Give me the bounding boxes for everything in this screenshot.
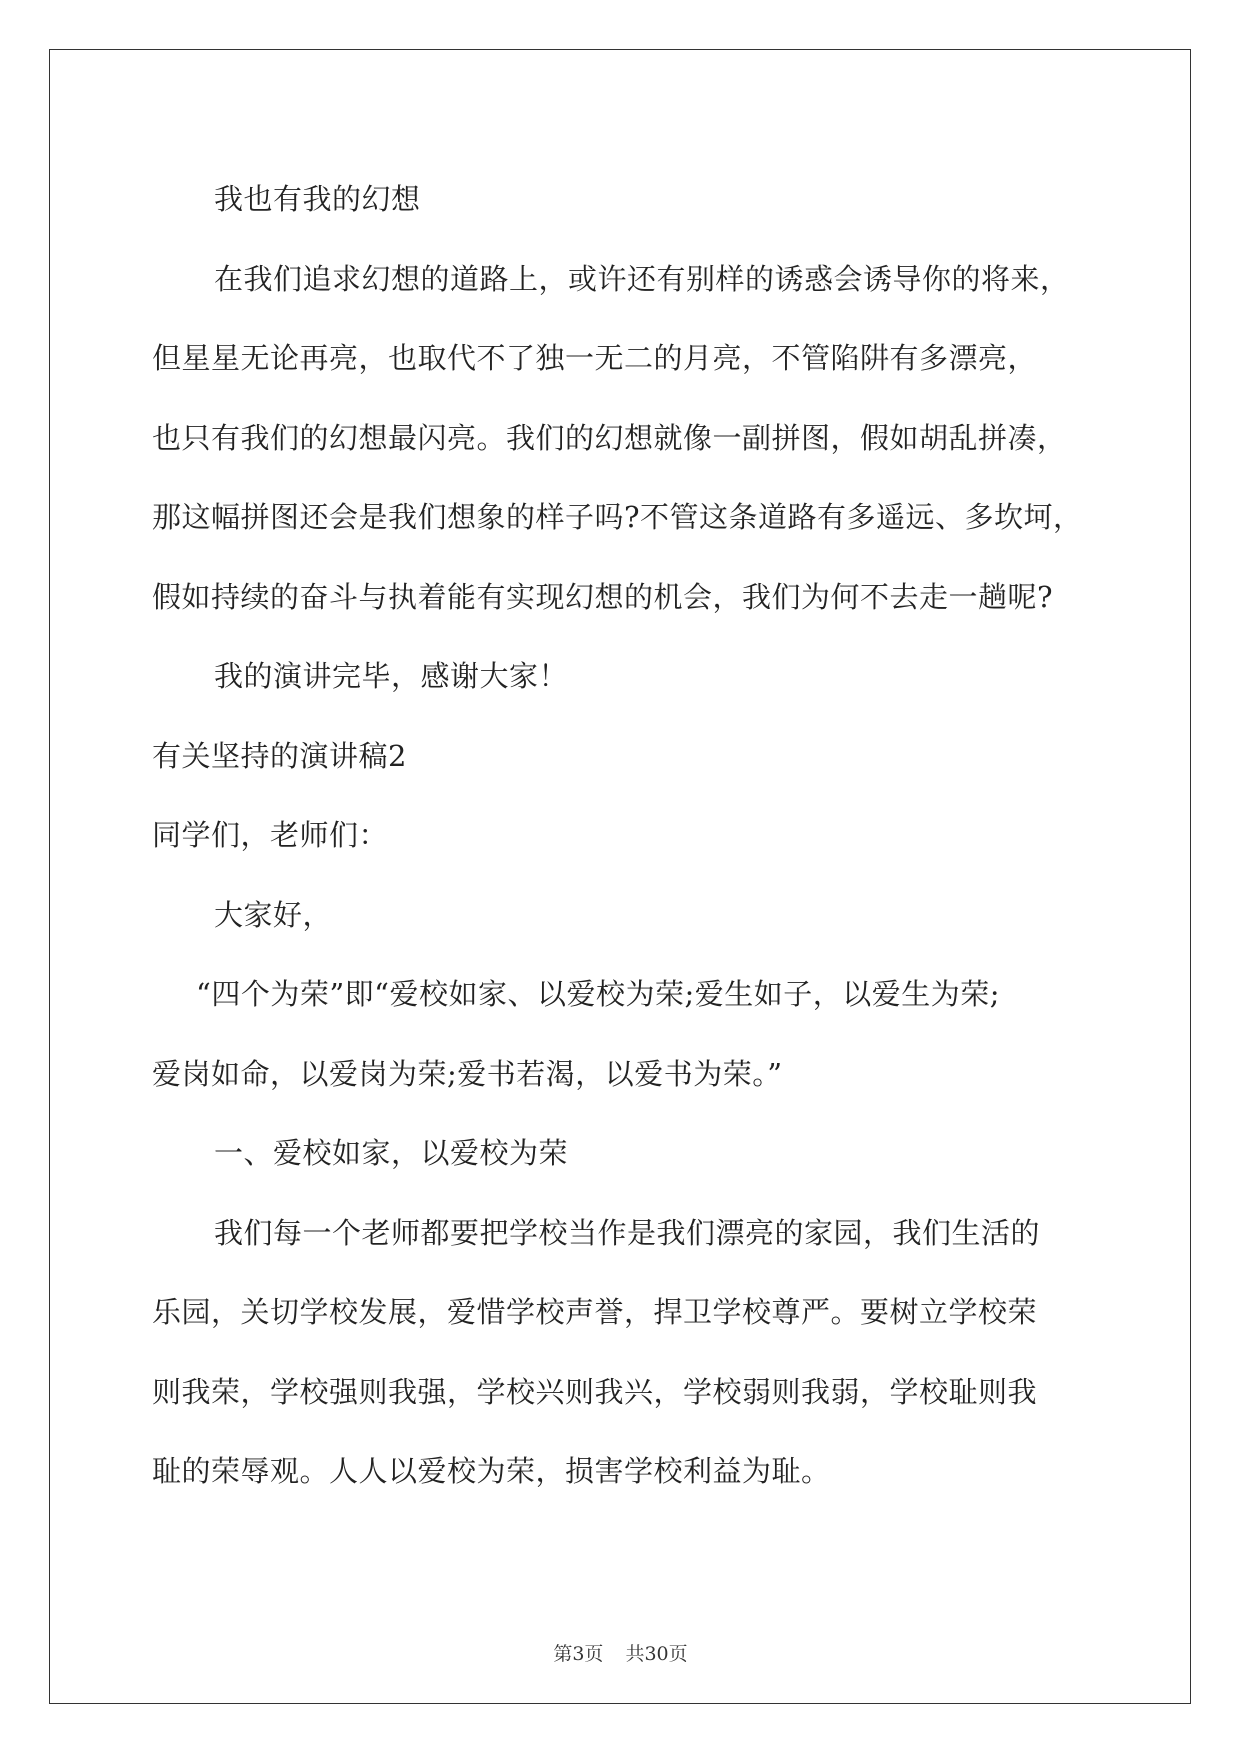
paragraph-line: 爱岗如命，以爱岗为荣;爱书若渴，以爱书为荣。” (152, 1056, 783, 1091)
page-total: 共30页 (625, 1643, 688, 1665)
greeting: 大家好， (214, 897, 333, 932)
salutation: 同学们，老师们： (152, 818, 389, 852)
paragraph-line: 则我荣，学校强则我强，学校兴则我兴，学校弱则我弱，学校耻则我 (152, 1374, 1038, 1409)
paragraph-line: “四个为荣”即“爱校如家、以爱校为荣;爱生如子，以爱生为荣; (196, 977, 1001, 1011)
document-body (152, 160, 1092, 1512)
paragraph-line: 在我们追求幻想的道路上，或许还有别样的诱惑会诱导你的将来， (214, 261, 1070, 296)
paragraph-line: 我们每一个老师都要把学校当作是我们漂亮的家园，我们生活的 (214, 1215, 1041, 1250)
section-heading: 我也有我的幻想 (214, 182, 421, 216)
page-number: 第3页 (553, 1643, 604, 1665)
paragraph-line: 耻的荣辱观。人人以爱校为荣，损害学校利益为耻。 (152, 1454, 831, 1488)
subsection-heading: 一、爱校如家，以爱校为荣 (214, 1136, 569, 1170)
paragraph-line: 假如持续的奋斗与执着能有实现幻想的机会，我们为何不去走一趟呢? (152, 579, 1054, 614)
closing-line: 我的演讲完毕，感谢大家！ (214, 659, 569, 693)
page-footer (0, 1639, 1241, 1666)
paragraph-line: 那这幅拼图还会是我们想象的样子吗?不管这条道路有多遥远、多坎坷， (152, 500, 1083, 534)
paragraph-line: 也只有我们的幻想最闪亮。我们的幻想就像一副拼图，假如胡乱拼凑， (152, 420, 1067, 455)
paragraph-line: 但星星无论再亮，也取代不了独一无二的月亮，不管陷阱有多漂亮， (152, 341, 1038, 375)
document-title: 有关坚持的演讲稿2 (152, 738, 407, 773)
paragraph-line: 乐园，关切学校发展，爱惜学校声誉，捍卫学校尊严。要树立学校荣 (152, 1295, 1038, 1329)
